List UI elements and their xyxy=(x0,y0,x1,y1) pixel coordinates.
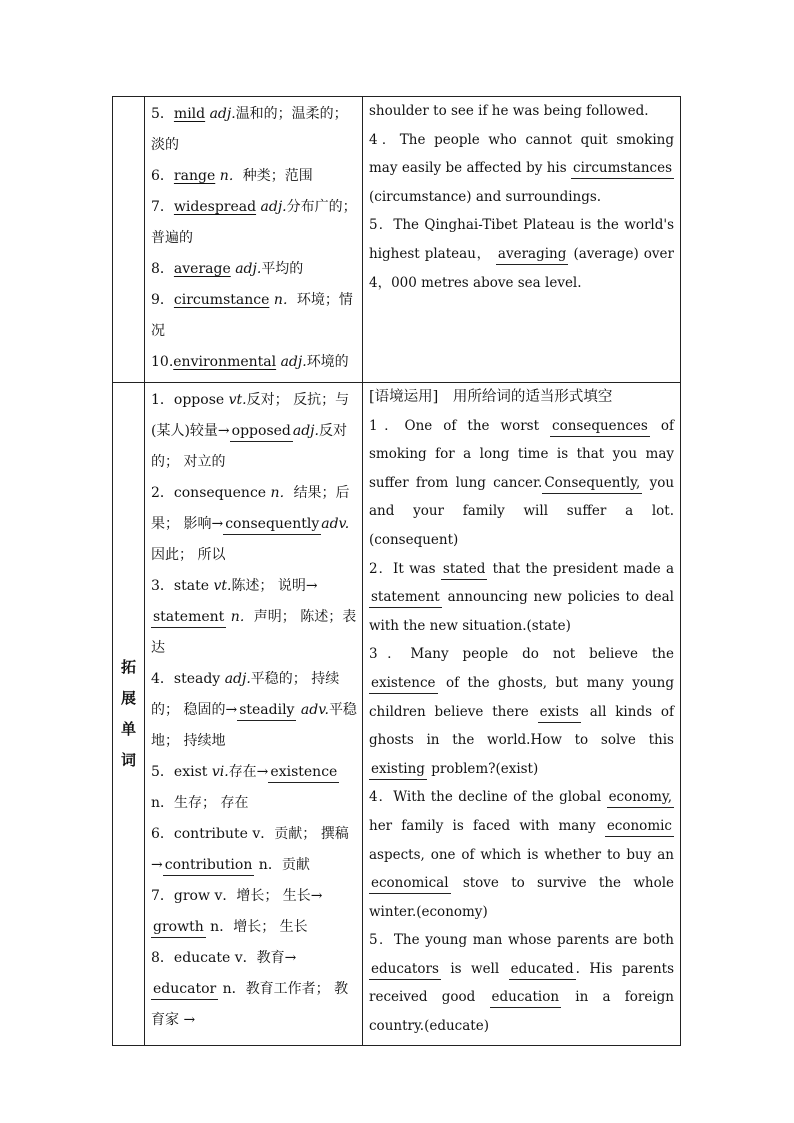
item-number: 9． xyxy=(151,292,174,308)
exercise-tail: shoulder to see if he was being followed. xyxy=(369,103,649,119)
exercise-item xyxy=(369,926,674,1040)
word: range xyxy=(173,168,216,184)
word-item xyxy=(151,285,358,347)
exercise-item xyxy=(369,412,674,555)
item-number: 5． xyxy=(151,106,174,122)
word-family-item xyxy=(151,757,358,819)
exercise-text: 4．The people who cannot quit smoking may easily be affected by his xyxy=(369,131,674,177)
meaning: 存在→ xyxy=(228,764,269,780)
part-of-speech: n． xyxy=(230,609,254,625)
meaning: 环境；情况 xyxy=(151,292,353,339)
answer-blank: educators xyxy=(369,959,441,980)
table-row xyxy=(113,383,681,1046)
word: 4．steady xyxy=(151,671,221,687)
meaning: 分布广的；普遍的 xyxy=(151,199,357,246)
word: mild xyxy=(173,106,206,122)
word-item xyxy=(151,161,358,192)
meaning: 结果；后果； 影响→ xyxy=(151,485,350,532)
exercise-text: you and your family will suffer a lot.(consequent) xyxy=(369,474,675,548)
meaning: 温和的；温柔的；淡的 xyxy=(151,106,348,153)
part-of-speech: adv. xyxy=(321,516,350,532)
answer-blank: exists xyxy=(538,702,581,723)
part-of-speech: n． xyxy=(273,292,297,308)
exercise-text: in a foreign country.(educate) xyxy=(369,989,674,1035)
part-of-speech: n． xyxy=(219,168,243,184)
answer-blank: statement xyxy=(369,587,442,608)
exercise-text: (average) over 4，000 metres above sea level. xyxy=(369,245,674,291)
exercise-text: problem?(exist) xyxy=(431,760,539,777)
exercise-text: 3．Many people do not believe the xyxy=(369,646,674,663)
exercise-item xyxy=(369,783,674,926)
answer-blank: steadily xyxy=(237,700,296,721)
answer-blank: contribution xyxy=(163,855,255,876)
part-of-speech: adj. xyxy=(280,354,307,370)
item-number: 7． xyxy=(151,199,174,215)
word: widespread xyxy=(173,199,257,215)
exercise-item xyxy=(369,211,674,297)
word: 7．grow xyxy=(151,888,210,904)
item-number: 6． xyxy=(151,168,174,184)
word-family-item xyxy=(151,819,358,881)
part-of-speech: adj. xyxy=(292,423,319,439)
meaning: 平稳地； 持续地 xyxy=(151,702,357,749)
part-of-speech: n． xyxy=(210,919,234,935)
word: 6．contribute xyxy=(151,826,248,842)
part-of-speech: n． xyxy=(270,485,294,501)
exercise-text: her family is faced with many xyxy=(369,817,596,834)
word: average xyxy=(173,261,231,277)
exercise-text: . His parents received good xyxy=(369,960,675,1006)
answer-blank: averaging xyxy=(496,244,568,265)
part-of-speech: vt. xyxy=(228,392,247,408)
meaning: 平稳的； 持续的； 稳固的→ xyxy=(151,671,340,718)
part-of-speech: n． xyxy=(258,857,282,873)
part-of-speech: adv. xyxy=(300,702,329,718)
word-family-list xyxy=(145,383,363,1046)
word: 5．exist xyxy=(151,764,208,780)
answer-blank: growth xyxy=(151,917,206,938)
meaning: 反对的； 对立的 xyxy=(151,423,347,470)
part-of-speech: n． xyxy=(151,795,175,811)
meaning: 种类；范围 xyxy=(242,168,313,184)
exercise-text: that the president made a xyxy=(492,560,675,577)
exercise-text: 5．The young man whose parents are both xyxy=(369,932,674,949)
exercise-text: 4．With the decline of the global xyxy=(369,789,602,806)
word-item xyxy=(151,99,358,161)
answer-blank: economical xyxy=(369,873,451,894)
word-item xyxy=(151,347,358,378)
answer-blank: economic xyxy=(605,816,674,837)
word-list-top xyxy=(145,97,363,383)
exercise-text: stove to survive the whole winter.(economy) xyxy=(369,875,674,920)
exercise-text: all kinds of ghosts in the world.How to solve this xyxy=(369,703,674,749)
meaning: 教育→ xyxy=(256,950,297,966)
answer-blank: consequently xyxy=(223,514,321,535)
exercise-item xyxy=(369,555,674,641)
answer-blank: statement xyxy=(151,607,226,628)
word: 1．oppose xyxy=(151,392,225,408)
exercise-text: 2．It was xyxy=(369,560,436,577)
answer-blank: stated xyxy=(441,559,487,580)
answer-blank: circumstances xyxy=(571,158,674,179)
answer-blank: educated xyxy=(509,959,576,980)
exercise-bottom xyxy=(363,383,681,1046)
part-of-speech: adj. xyxy=(209,106,236,122)
table-row xyxy=(113,97,681,383)
word-family-item xyxy=(151,664,358,757)
meaning: 贡献 xyxy=(281,857,310,873)
answer-blank: opposed xyxy=(230,421,293,442)
word: environmental xyxy=(173,354,277,370)
exercise-text: of the ghosts, but many young children believe there xyxy=(369,674,674,720)
answer-blank: educator xyxy=(151,979,218,1000)
word-family-item xyxy=(151,943,358,1036)
meaning: 反对； 反抗；与(某人)较量→ xyxy=(151,392,350,439)
exercise-text: (circumstance) and surroundings. xyxy=(369,188,602,205)
answer-blank: education xyxy=(490,987,562,1008)
exercise-text: aspects, one of which is whether to buy an xyxy=(369,846,674,863)
part-of-speech: adj. xyxy=(224,671,251,687)
part-of-speech: v． xyxy=(234,950,257,966)
exercise-text: 5．The Qinghai-Tibet Plateau is the world's highest plateau， xyxy=(369,217,674,262)
part-of-speech: n． xyxy=(222,981,246,997)
word: circumstance xyxy=(173,292,270,308)
word: 3．state xyxy=(151,578,209,594)
exercise-top xyxy=(363,97,681,383)
answer-blank: existence xyxy=(268,762,339,783)
part-of-speech: vt. xyxy=(213,578,232,594)
answer-blank: existing xyxy=(369,759,427,780)
part-of-speech: adj. xyxy=(235,261,262,277)
word-item xyxy=(151,254,358,285)
exercise-item xyxy=(369,126,674,212)
side-cell-empty xyxy=(113,97,145,383)
exercise-text: of smoking for a long time is that you may suffer from lung cancer. xyxy=(369,417,674,491)
word: 8．educate xyxy=(151,950,231,966)
word-family-item xyxy=(151,478,358,571)
meaning: 生存； 存在 xyxy=(174,795,249,811)
word-item xyxy=(151,192,358,254)
exercise-text: announcing new policies to deal with the new situation.(state) xyxy=(369,589,674,634)
answer-blank: economy, xyxy=(607,787,674,808)
part-of-speech: vi. xyxy=(211,764,229,780)
exercise-heading: [语境运用] 用所给词的适当形式填空 xyxy=(369,389,613,405)
item-number: 8． xyxy=(151,261,174,277)
part-of-speech: v． xyxy=(214,888,237,904)
section-label-cell xyxy=(113,383,145,1046)
item-number: 10. xyxy=(151,354,174,370)
meaning: 增长； 生长 xyxy=(233,919,308,935)
exercise-text: 1．One of the worst xyxy=(369,417,540,434)
meaning: 陈述； 说明→ xyxy=(231,578,318,594)
answer-blank: Consequently, xyxy=(542,473,642,494)
meaning: 贡献； 撰稿→ xyxy=(151,826,349,873)
meaning: 环境的 xyxy=(306,354,349,370)
part-of-speech: v． xyxy=(252,826,275,842)
meaning: 教育工作者； 教育家 → xyxy=(151,981,349,1028)
exercise-text: is well xyxy=(450,960,500,977)
answer-blank: consequences xyxy=(550,416,650,437)
meaning: 增长； 生长→ xyxy=(236,888,323,904)
word-family-item xyxy=(151,881,358,943)
section-label: 拓展单词 xyxy=(120,657,136,769)
meaning: 声明； 陈述；表达 xyxy=(151,609,357,656)
vocabulary-table xyxy=(112,96,681,1046)
exercise-item xyxy=(369,640,674,783)
answer-blank: existence xyxy=(369,673,438,694)
word-family-item xyxy=(151,385,358,478)
meaning: 平均的 xyxy=(261,261,304,277)
word-family-item xyxy=(151,571,358,664)
word: 2．consequence xyxy=(151,485,267,501)
part-of-speech: adj. xyxy=(260,199,287,215)
meaning: 因此； 所以 xyxy=(151,547,226,563)
